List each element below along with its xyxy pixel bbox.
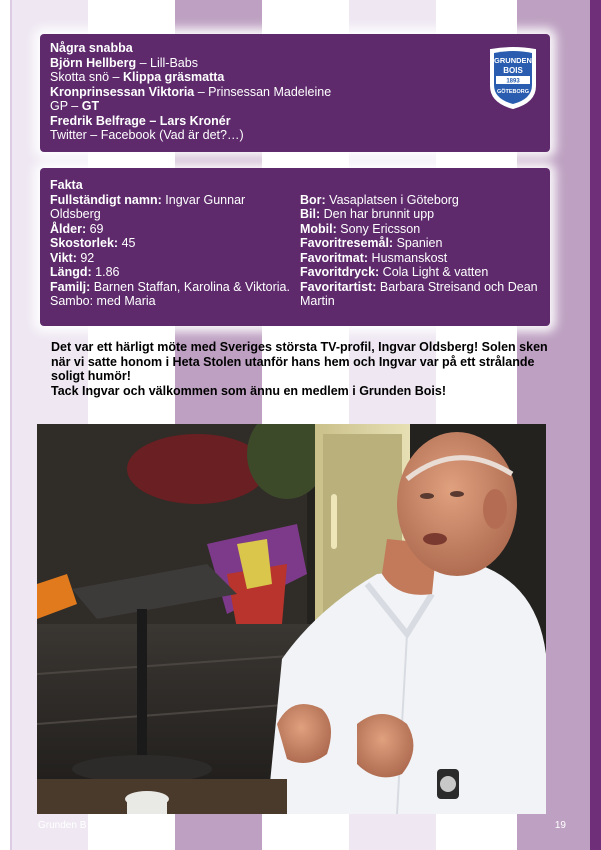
fakta-row: Bor: Vasaplatsen i Göteborg <box>300 192 459 207</box>
svg-text:GÖTEBORG: GÖTEBORG <box>496 89 530 95</box>
quick-pick-6: Twitter – Facebook (Vad är det?…) <box>50 128 244 142</box>
quick-pick-5: Fredrik Belfrage – Lars Kronér <box>50 113 231 128</box>
quick-pick-1: Björn Hellberg – Lill-Babs <box>50 55 198 70</box>
svg-text:1893: 1893 <box>506 78 520 85</box>
svg-text:GRUNDEN: GRUNDEN <box>494 56 532 65</box>
fakta-row: Längd: 1.86 <box>50 265 120 279</box>
fakta-row: Oldsberg <box>50 207 101 221</box>
fakta-row: Favoritdryck: Cola Light & vatten <box>300 265 489 279</box>
fakta-row: Sambo: med Maria <box>50 294 156 308</box>
fakta-row: Skostorlek: 45 <box>50 236 136 250</box>
intro-text <box>51 340 551 398</box>
fakta-row: Vikt: 92 <box>50 250 95 265</box>
interview-photo <box>37 424 546 814</box>
fakta-row: Favoritartist: Barbara Streisand och Dean <box>300 279 538 294</box>
fakta-title: Fakta <box>50 178 83 192</box>
fakta-row: Ålder: 69 <box>50 221 104 236</box>
fakta-right-column <box>300 193 540 309</box>
quick-picks-box <box>40 34 550 152</box>
fakta-row: Bil: Den har brunnit upp <box>300 207 435 221</box>
footer-page-number: 19 <box>554 820 566 831</box>
footer-publication: Grunden B <box>38 820 87 831</box>
quick-pick-2: Skotta snö – Klippa gräsmatta <box>50 70 225 84</box>
intro-paragraph: Det var ett härligt möte med Sveriges största TV-profil, Ingvar Oldsberg! Solen sken när vi satte honom i Heta Stolen utanför hans hem och Ingvar var på ett strålande soligt humör! <box>51 340 548 383</box>
grunden-bois-logo <box>488 46 538 110</box>
svg-text:BOIS: BOIS <box>503 66 523 75</box>
photo-illustration <box>37 424 546 814</box>
quick-picks-title: Några snabba <box>50 41 133 55</box>
fakta-left-column <box>50 193 290 309</box>
fakta-row: Favoritresemål: Spanien <box>300 236 443 250</box>
fakta-box <box>40 168 550 326</box>
fakta-row: Familj: Barnen Staffan, Karolina & Viktoria. <box>50 279 290 294</box>
fakta-row: Fullständigt namn: Ingvar Gunnar <box>50 192 246 207</box>
quick-pick-4: GP – GT <box>50 99 100 113</box>
fakta-row: Mobil: Sony Ericsson <box>300 221 421 236</box>
fakta-row: Favoritmat: Husmanskost <box>300 250 448 265</box>
quick-pick-3: Kronprinsessan Viktoria – Prinsessan Madeleine <box>50 84 332 99</box>
intro-thanks: Tack Ingvar och välkommen som ännu en medlem i Grunden Bois! <box>51 383 447 398</box>
fakta-row: Martin <box>300 294 335 308</box>
